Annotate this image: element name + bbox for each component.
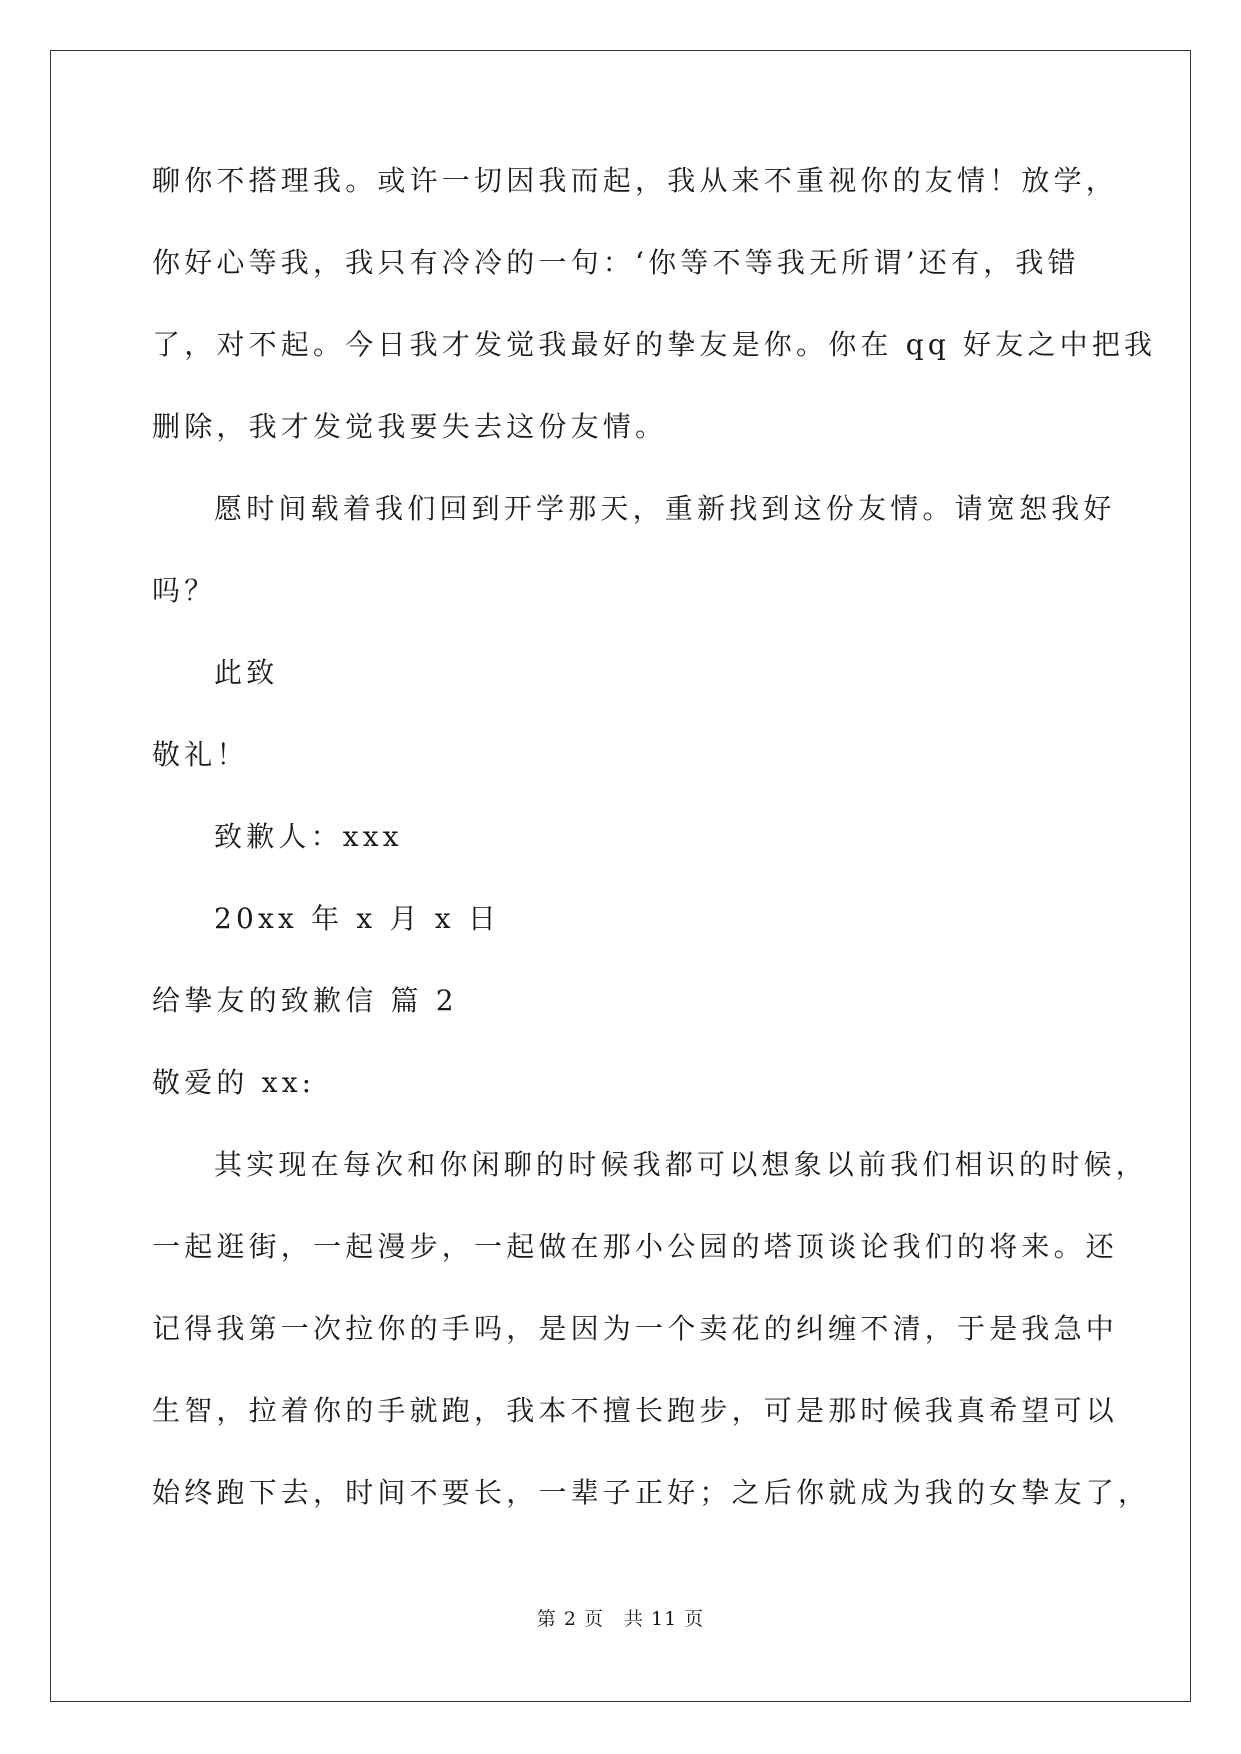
text-line: 删除，我才发觉我要失去这份友情。 xyxy=(152,410,668,443)
closing-salutation: 此致 xyxy=(214,656,279,689)
section-title: 给挚友的致歉信 篇 2 xyxy=(152,984,458,1017)
text-line: 吗？ xyxy=(152,574,217,607)
closing-regards: 敬礼！ xyxy=(152,738,249,771)
page-number: 第 2 页 共 11 页 xyxy=(536,1608,705,1630)
text-line: 生智，拉着你的手就跑，我本不擅长跑步，可是那时候我真希望可以 xyxy=(152,1394,1119,1427)
document-body xyxy=(152,156,1157,1550)
text-line: 你好心等我，我只有冷冷的一句：‘你等不等我无所谓’还有，我错 xyxy=(152,246,1080,279)
text-line: 记得我第一次拉你的手吗，是因为一个卖花的纠缠不清，于是我急中 xyxy=(152,1312,1119,1345)
text-line: 了，对不起。今日我才发觉我最好的挚友是你。你在 qq 好友之中把我 xyxy=(152,328,1157,361)
text-line: 其实现在每次和你闲聊的时候我都可以想象以前我们相识的时候， xyxy=(214,1148,1148,1181)
text-line: 一起逛街，一起漫步，一起做在那小公园的塔顶谈论我们的将来。还 xyxy=(152,1230,1119,1263)
greeting: 敬爱的 xx: xyxy=(152,1066,316,1099)
text-line: 聊你不搭理我。或许一切因我而起，我从来不重视你的友情！放学， xyxy=(152,164,1119,197)
letter-date: 20xx 年 x 月 x 日 xyxy=(214,902,501,935)
text-line: 愿时间载着我们回到开学那天，重新找到这份友情。请宽恕我好 xyxy=(214,492,1116,525)
text-line: 始终跑下去，时间不要长，一辈子正好；之后你就成为我的女挚友了， xyxy=(152,1476,1151,1509)
signature: 致歉人：xxx xyxy=(214,820,403,853)
